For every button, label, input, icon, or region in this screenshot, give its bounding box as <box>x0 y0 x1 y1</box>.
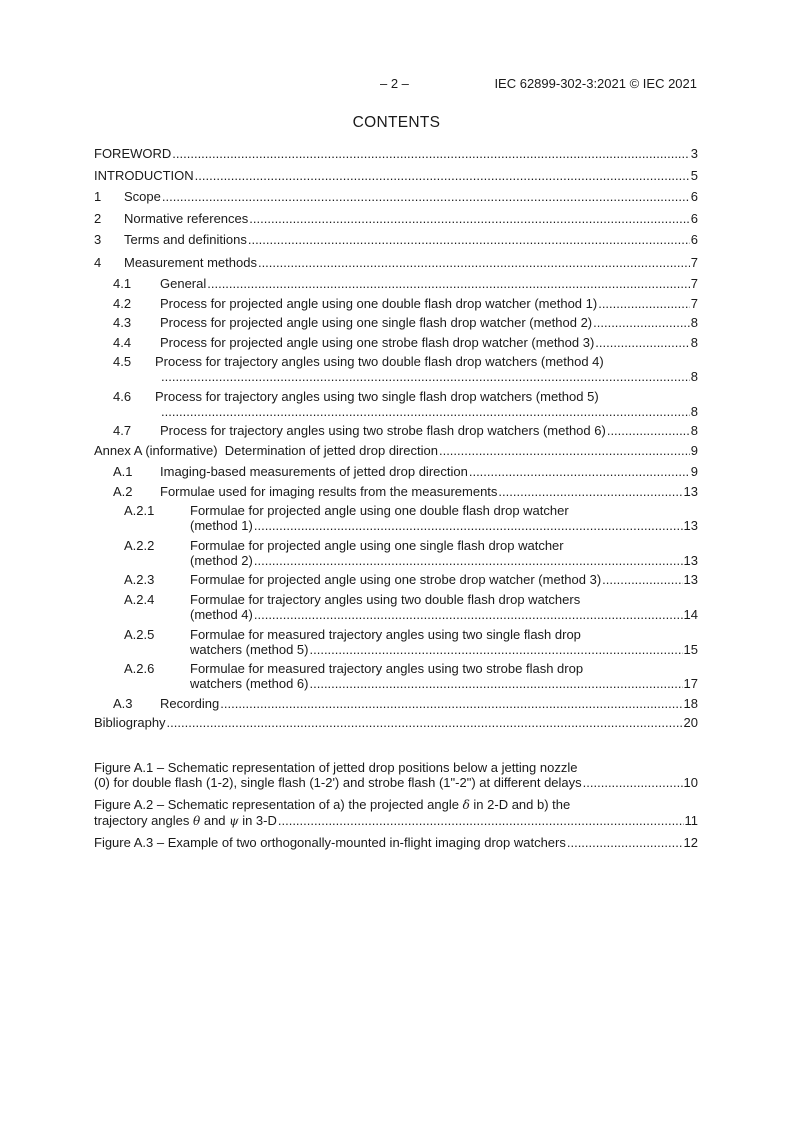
toc-section-number: 4.2 <box>113 296 132 311</box>
dot-leader <box>254 607 683 623</box>
toc-entry-text: watchers (method 5) <box>190 642 309 657</box>
toc-page-number: 8 <box>690 423 698 438</box>
toc-section-number: A.3 <box>113 696 133 711</box>
toc-entry-continuation <box>190 553 698 569</box>
toc-entry-text: Formulae for projected angle using one double flash drop watcher <box>190 503 569 518</box>
toc-section-number: A.2.5 <box>124 627 155 642</box>
toc-page-number: 17 <box>683 676 698 691</box>
toc-page-number: 8 <box>690 315 698 330</box>
toc-section-number: 4.3 <box>113 315 132 330</box>
dot-leader <box>607 423 690 439</box>
toc-entry-line <box>124 538 564 554</box>
dot-leader <box>248 232 690 248</box>
toc-entry-text: Scope <box>124 189 161 204</box>
theta-symbol: θ <box>193 814 201 828</box>
toc-entry-3[interactable] <box>94 232 698 248</box>
figure-page-number: 12 <box>683 835 698 850</box>
toc-entry-line <box>113 354 604 370</box>
dot-leader <box>220 696 682 712</box>
toc-entry-a-2[interactable] <box>113 484 698 500</box>
page-title: CONTENTS <box>352 114 441 131</box>
toc-page-number: 9 <box>690 464 698 479</box>
toc-entry-foreword[interactable] <box>94 146 698 162</box>
toc-entry-text: INTRODUCTION <box>94 168 194 183</box>
toc-section-number: A.1 <box>113 464 133 479</box>
dot-leader <box>161 404 690 420</box>
toc-entry-text: (method 1) <box>190 518 253 533</box>
toc-entry-line <box>124 592 580 608</box>
toc-entry-4-3[interactable] <box>113 315 698 331</box>
toc-entry-text: Annex A (informative) Determination of jetted drop direction <box>94 443 438 458</box>
toc-entry-text: (method 2) <box>190 553 253 568</box>
toc-entry-text: Terms and definitions <box>124 232 247 247</box>
toc-entry-text: (method 4) <box>190 607 253 622</box>
toc-page-number: 8 <box>690 369 698 384</box>
dot-leader <box>162 189 690 205</box>
dot-leader <box>439 443 690 459</box>
dot-leader <box>278 813 684 829</box>
dot-leader <box>254 553 683 569</box>
dot-leader <box>161 369 690 385</box>
toc-entry-text: Process for projected angle using one single flash drop watcher (method 2) <box>160 315 593 330</box>
figure-entry-text: in 2-D and b) the <box>469 797 571 812</box>
toc-section-number: 4.6 <box>113 389 132 404</box>
figure-entry-a-3[interactable] <box>94 835 698 851</box>
toc-section-number: 4 <box>94 255 102 270</box>
toc-entry-text: Normative references <box>124 211 249 226</box>
toc-page-number: 3 <box>690 146 698 161</box>
toc-page-number: 15 <box>683 642 698 657</box>
dot-leader <box>249 211 689 227</box>
toc-entry-4-2[interactable] <box>113 296 698 312</box>
psi-symbol: ψ <box>229 814 239 828</box>
dot-leader <box>595 335 689 351</box>
toc-entry-line <box>124 661 583 677</box>
dot-leader <box>583 775 683 791</box>
toc-section-number: A.2.1 <box>124 503 155 518</box>
dot-leader <box>310 642 683 658</box>
toc-entry-text: Formulae for trajectory angles using two double flash drop watchers <box>190 592 581 607</box>
toc-entry-text: Formulae for measured trajectory angles using two strobe flash drop <box>190 661 584 676</box>
toc-entry-text: watchers (method 6) <box>190 676 309 691</box>
toc-entry-line <box>124 627 581 643</box>
dot-leader <box>172 146 689 162</box>
toc-page-number: 13 <box>683 553 698 568</box>
toc-section-number: 4.4 <box>113 335 132 350</box>
figure-entry-text: Figure A.3 – Example of two orthogonally-mounted in-flight imaging drop watchers <box>94 835 566 850</box>
toc-entry-continuation <box>190 642 698 658</box>
toc-page-number: 6 <box>690 189 698 204</box>
toc-entry-text: Recording <box>160 696 220 711</box>
delta-symbol: δ <box>462 798 470 812</box>
toc-entry-text: FOREWORD <box>94 146 172 161</box>
toc-section-number: 4.5 <box>113 354 132 369</box>
figure-entry-continuation <box>94 775 698 791</box>
figure-entry-continuation <box>94 813 698 829</box>
page-number: – 2 – <box>380 76 409 91</box>
toc-entry-bibliography[interactable] <box>94 715 698 731</box>
toc-entry-4[interactable] <box>94 255 698 271</box>
toc-page-number: 13 <box>683 484 698 499</box>
toc-entry-4-7[interactable] <box>113 423 698 439</box>
toc-page-number: 13 <box>683 572 698 587</box>
toc-entry-text: Formulae for measured trajectory angles using two single flash drop <box>190 627 581 642</box>
toc-section-number: A.2.6 <box>124 661 155 676</box>
toc-entry-text: Process for projected angle using one double flash drop watcher (method 1) <box>160 296 598 311</box>
figure-entry-text <box>94 813 277 829</box>
dot-leader <box>254 518 683 534</box>
toc-page-number: 14 <box>683 607 698 622</box>
toc-page-number: 8 <box>690 404 698 419</box>
toc-entry-text: Formulae used for imaging results from the measurements <box>160 484 498 499</box>
toc-section-number: 2 <box>94 211 102 226</box>
toc-entry-continuation <box>190 518 698 534</box>
figure-entry-line: Figure A.1 – Schematic representation of jetted drop positions below a jetting nozzle <box>94 760 578 775</box>
dot-leader <box>593 315 690 331</box>
figure-entry-text: in 3-D <box>238 813 277 828</box>
toc-page-number: 7 <box>690 276 698 291</box>
figure-entry-text: trajectory angles <box>94 813 193 828</box>
toc-entry-continuation <box>160 369 698 385</box>
dot-leader <box>310 676 683 692</box>
toc-page-number: 8 <box>690 335 698 350</box>
toc-entry-2[interactable] <box>94 211 698 227</box>
toc-entry-a-1[interactable] <box>113 464 698 480</box>
toc-section-number: 4.7 <box>113 423 132 438</box>
toc-page-number: 20 <box>683 715 698 730</box>
toc-section-number: A.2.2 <box>124 538 155 553</box>
toc-entry-1[interactable] <box>94 189 698 205</box>
toc-entry-text: Process for projected angle using one strobe flash drop watcher (method 3) <box>160 335 595 350</box>
toc-section-number: 3 <box>94 232 102 247</box>
toc-entry-text: Formulae for projected angle using one strobe drop watcher (method 3) <box>190 572 602 587</box>
toc-page-number: 7 <box>690 255 698 270</box>
figure-page-number: 10 <box>683 775 698 790</box>
dot-leader <box>598 296 690 312</box>
toc-section-number: A.2.4 <box>124 592 155 607</box>
toc-entry-line <box>113 389 599 405</box>
dot-leader <box>207 276 690 292</box>
toc-page-number: 5 <box>690 168 698 183</box>
toc-entry-annex-a[interactable] <box>94 443 698 459</box>
toc-section-number: A.2 <box>113 484 133 499</box>
toc-entry-continuation <box>160 404 698 420</box>
dot-leader <box>469 464 690 480</box>
toc-page-number: 7 <box>690 296 698 311</box>
dot-leader <box>195 168 690 184</box>
dot-leader <box>258 255 690 271</box>
toc-entry-text: Formulae for projected angle using one single flash drop watcher <box>190 538 564 553</box>
toc-entry-4-4[interactable] <box>113 335 698 351</box>
dot-leader <box>602 572 682 588</box>
figure-entry-text: Figure A.2 – Schematic representation of a) the projected angle <box>94 797 463 812</box>
toc-page-number: 6 <box>690 232 698 247</box>
toc-entry-text: Process for trajectory angles using two double flash drop watchers (method 4) <box>155 354 604 369</box>
toc-page-number: 13 <box>683 518 698 533</box>
figure-entry-text: and <box>200 813 230 828</box>
toc-entry-a-2-3[interactable] <box>124 572 698 588</box>
toc-section-number: A.2.3 <box>124 572 155 587</box>
toc-page-number: 9 <box>690 443 698 458</box>
toc-section-number: 4.1 <box>113 276 132 291</box>
dot-leader <box>167 715 683 731</box>
standard-reference: IEC 62899-302-3:2021 © IEC 2021 <box>494 76 697 91</box>
toc-page-number: 6 <box>690 211 698 226</box>
toc-entry-continuation <box>190 676 698 692</box>
toc-entry-text: Imaging-based measurements of jetted drop direction <box>160 464 468 479</box>
toc-section-number: 1 <box>94 189 102 204</box>
toc-entry-text: General <box>160 276 207 291</box>
figure-entry-text: (0) for double flash (1-2), single flash (1-2') and strobe flash (1"-2") at different delays <box>94 775 582 790</box>
toc-entry-continuation <box>190 607 698 623</box>
toc-entry-text: Measurement methods <box>124 255 257 270</box>
toc-entry-text: Bibliography <box>94 715 166 730</box>
toc-entry-line <box>124 503 569 519</box>
figure-page-number: 11 <box>684 813 698 828</box>
toc-entry-4-1[interactable] <box>113 276 698 292</box>
dot-leader <box>567 835 683 851</box>
toc-entry-introduction[interactable] <box>94 168 698 184</box>
figure-entry-line <box>94 797 570 813</box>
toc-page-number: 18 <box>683 696 698 711</box>
dot-leader <box>498 484 682 500</box>
toc-entry-text: Process for trajectory angles using two single flash drop watchers (method 5) <box>155 389 599 404</box>
toc-entry-text: Process for trajectory angles using two strobe flash drop watchers (method 6) <box>160 423 606 438</box>
toc-entry-a-3[interactable] <box>113 696 698 712</box>
